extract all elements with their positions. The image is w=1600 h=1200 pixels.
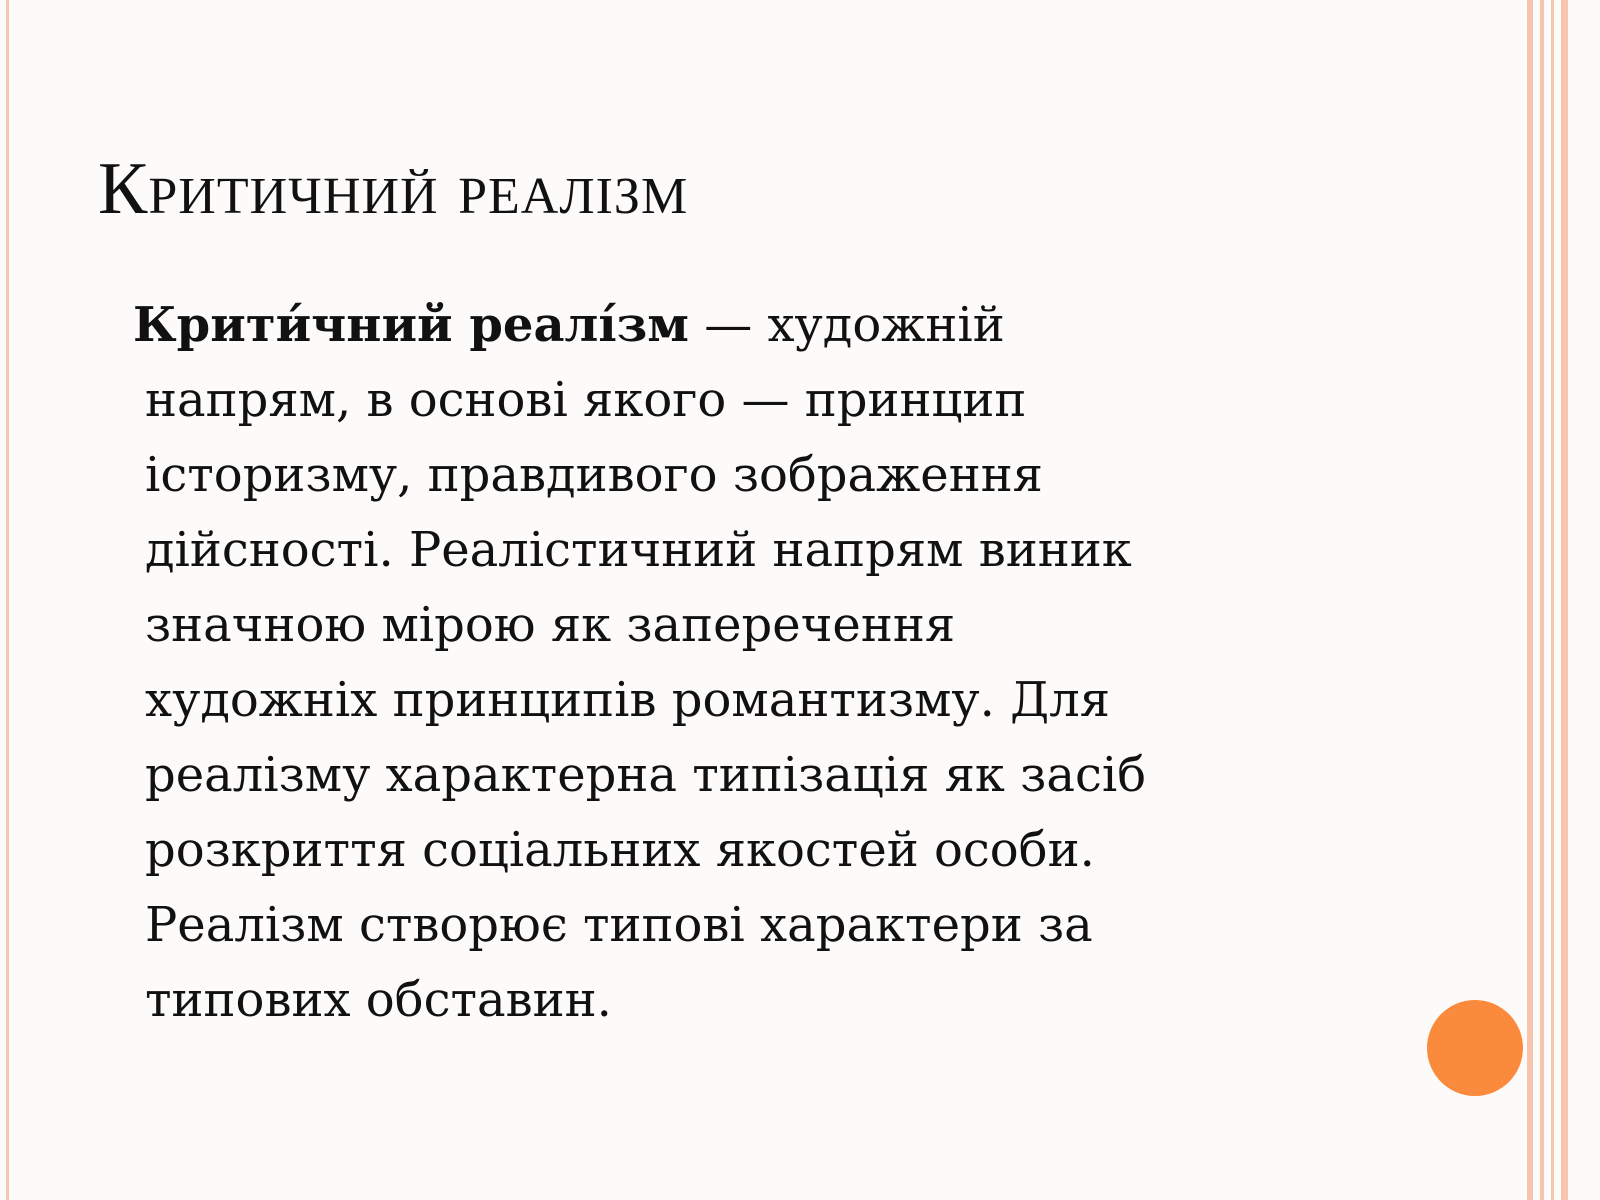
- body-line: реалізму характерна типізація як засіб: [145, 747, 1147, 803]
- slide-title: Критичний реалізм: [98, 148, 689, 230]
- body-line: дійсності. Реалістичний напрям виник: [145, 522, 1132, 578]
- decorative-circle: [1427, 1000, 1523, 1096]
- right-border-stripe: [1540, 0, 1544, 1200]
- body-line: значною мірою як заперечення: [145, 597, 956, 653]
- right-border-stripe: [1527, 0, 1533, 1200]
- right-border-stripe: [1561, 0, 1568, 1200]
- body-line: Реалізм створює типові характери за: [145, 897, 1093, 953]
- body-line: [133, 288, 1385, 363]
- body-line: напрям, в основі якого — принцип: [145, 372, 1027, 428]
- left-border-stripe: [6, 0, 9, 1200]
- body-line: історизму, правдивого зображення: [145, 447, 1043, 503]
- right-border-stripe: [1551, 0, 1554, 1200]
- body-line: розкриття соціальних якостей особи.: [145, 822, 1095, 878]
- body-term: Крити́чний реалі́зм: [133, 297, 689, 353]
- body-line: художніх принципів романтизму. Для: [145, 672, 1110, 728]
- body-line-text: — художній: [688, 297, 1005, 353]
- body-line: типових обставин.: [145, 972, 612, 1028]
- slide-body: [133, 288, 1385, 1038]
